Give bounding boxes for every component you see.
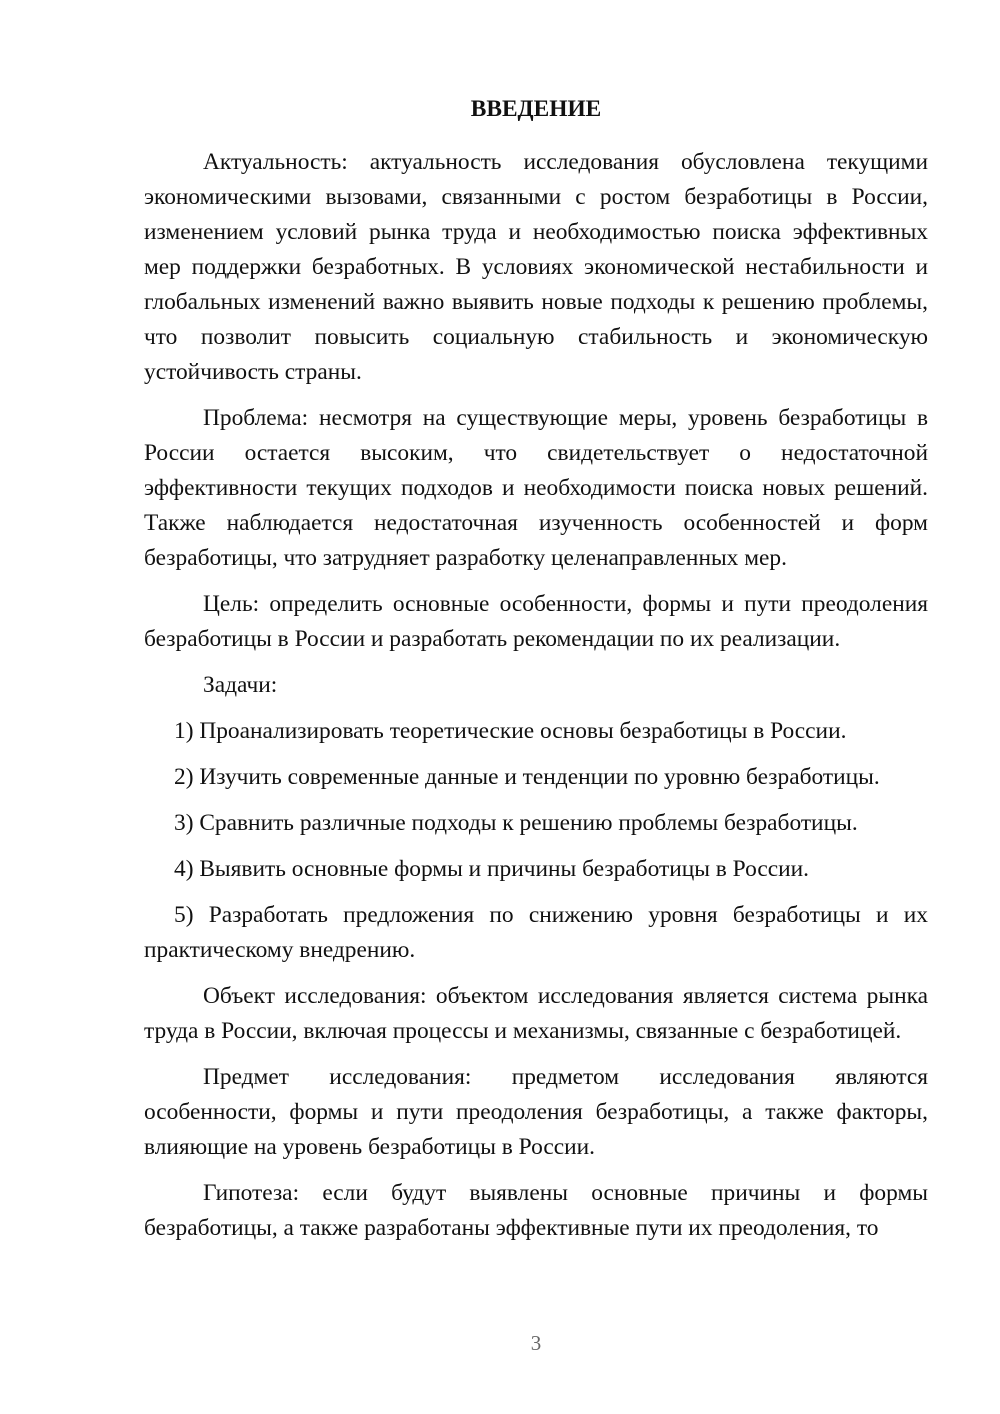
task-item-2: 2) Изучить современные данные и тенденции по уровню безработицы. (174, 764, 880, 790)
page-content (144, 92, 928, 1257)
paragraph-subject: Предмет исследования: предметом исследования являются особенности, формы и пути преодоления безработицы, а также факторы, влияющие на уровень безработицы в России. (144, 1064, 928, 1160)
page-number: 3 (530, 1331, 542, 1355)
paragraph-object: Объект исследования: объектом исследования является система рынка труда в России, включая процессы и механизмы, связанные с безработицей. (144, 983, 928, 1044)
task-item-3: 3) Сравнить различные подходы к решению проблемы безработицы. (174, 810, 858, 836)
section-title: ВВЕДЕНИЕ (470, 96, 602, 122)
task-item-5: 5) Разработать предложения по снижению уровня безработицы и их практическому внедрению. (144, 902, 928, 963)
paragraph-tasks-heading: Задачи: (203, 672, 278, 698)
paragraph-goal: Цель: определить основные особенности, формы и пути преодоления безработицы в России и разработать рекомендации по их реализации. (144, 591, 928, 652)
paragraph-relevance: Актуальность: актуальность исследования обусловлена текущими экономическими вызовами, связанными с ростом безработицы в России, изменением условий рынка труда и необходимостью поиска эффективных мер поддержки безработных. В условиях экономической нестабильности и глобальных изменений важно выявить новые подходы к решению проблемы, что позволит повысить социальную стабильность и экономическую устойчивость страны. (144, 149, 928, 385)
task-item-1: 1) Проанализировать теоретические основы безработицы в России. (174, 718, 847, 744)
paragraph-hypothesis: Гипотеза: если будут выявлены основные причины и формы безработицы, а также разработаны эффективные пути их преодоления, то (144, 1180, 928, 1241)
paragraph-problem: Проблема: несмотря на существующие меры, уровень безработицы в России остается высоким, что свидетельствует о недостаточной эффективности текущих подходов и необходимости поиска новых решений. Также наблюдается недостаточная изученность особенностей и форм безработицы, что затрудняет разработку целенаправленных мер. (144, 405, 928, 571)
task-item-4: 4) Выявить основные формы и причины безработицы в России. (174, 856, 810, 882)
